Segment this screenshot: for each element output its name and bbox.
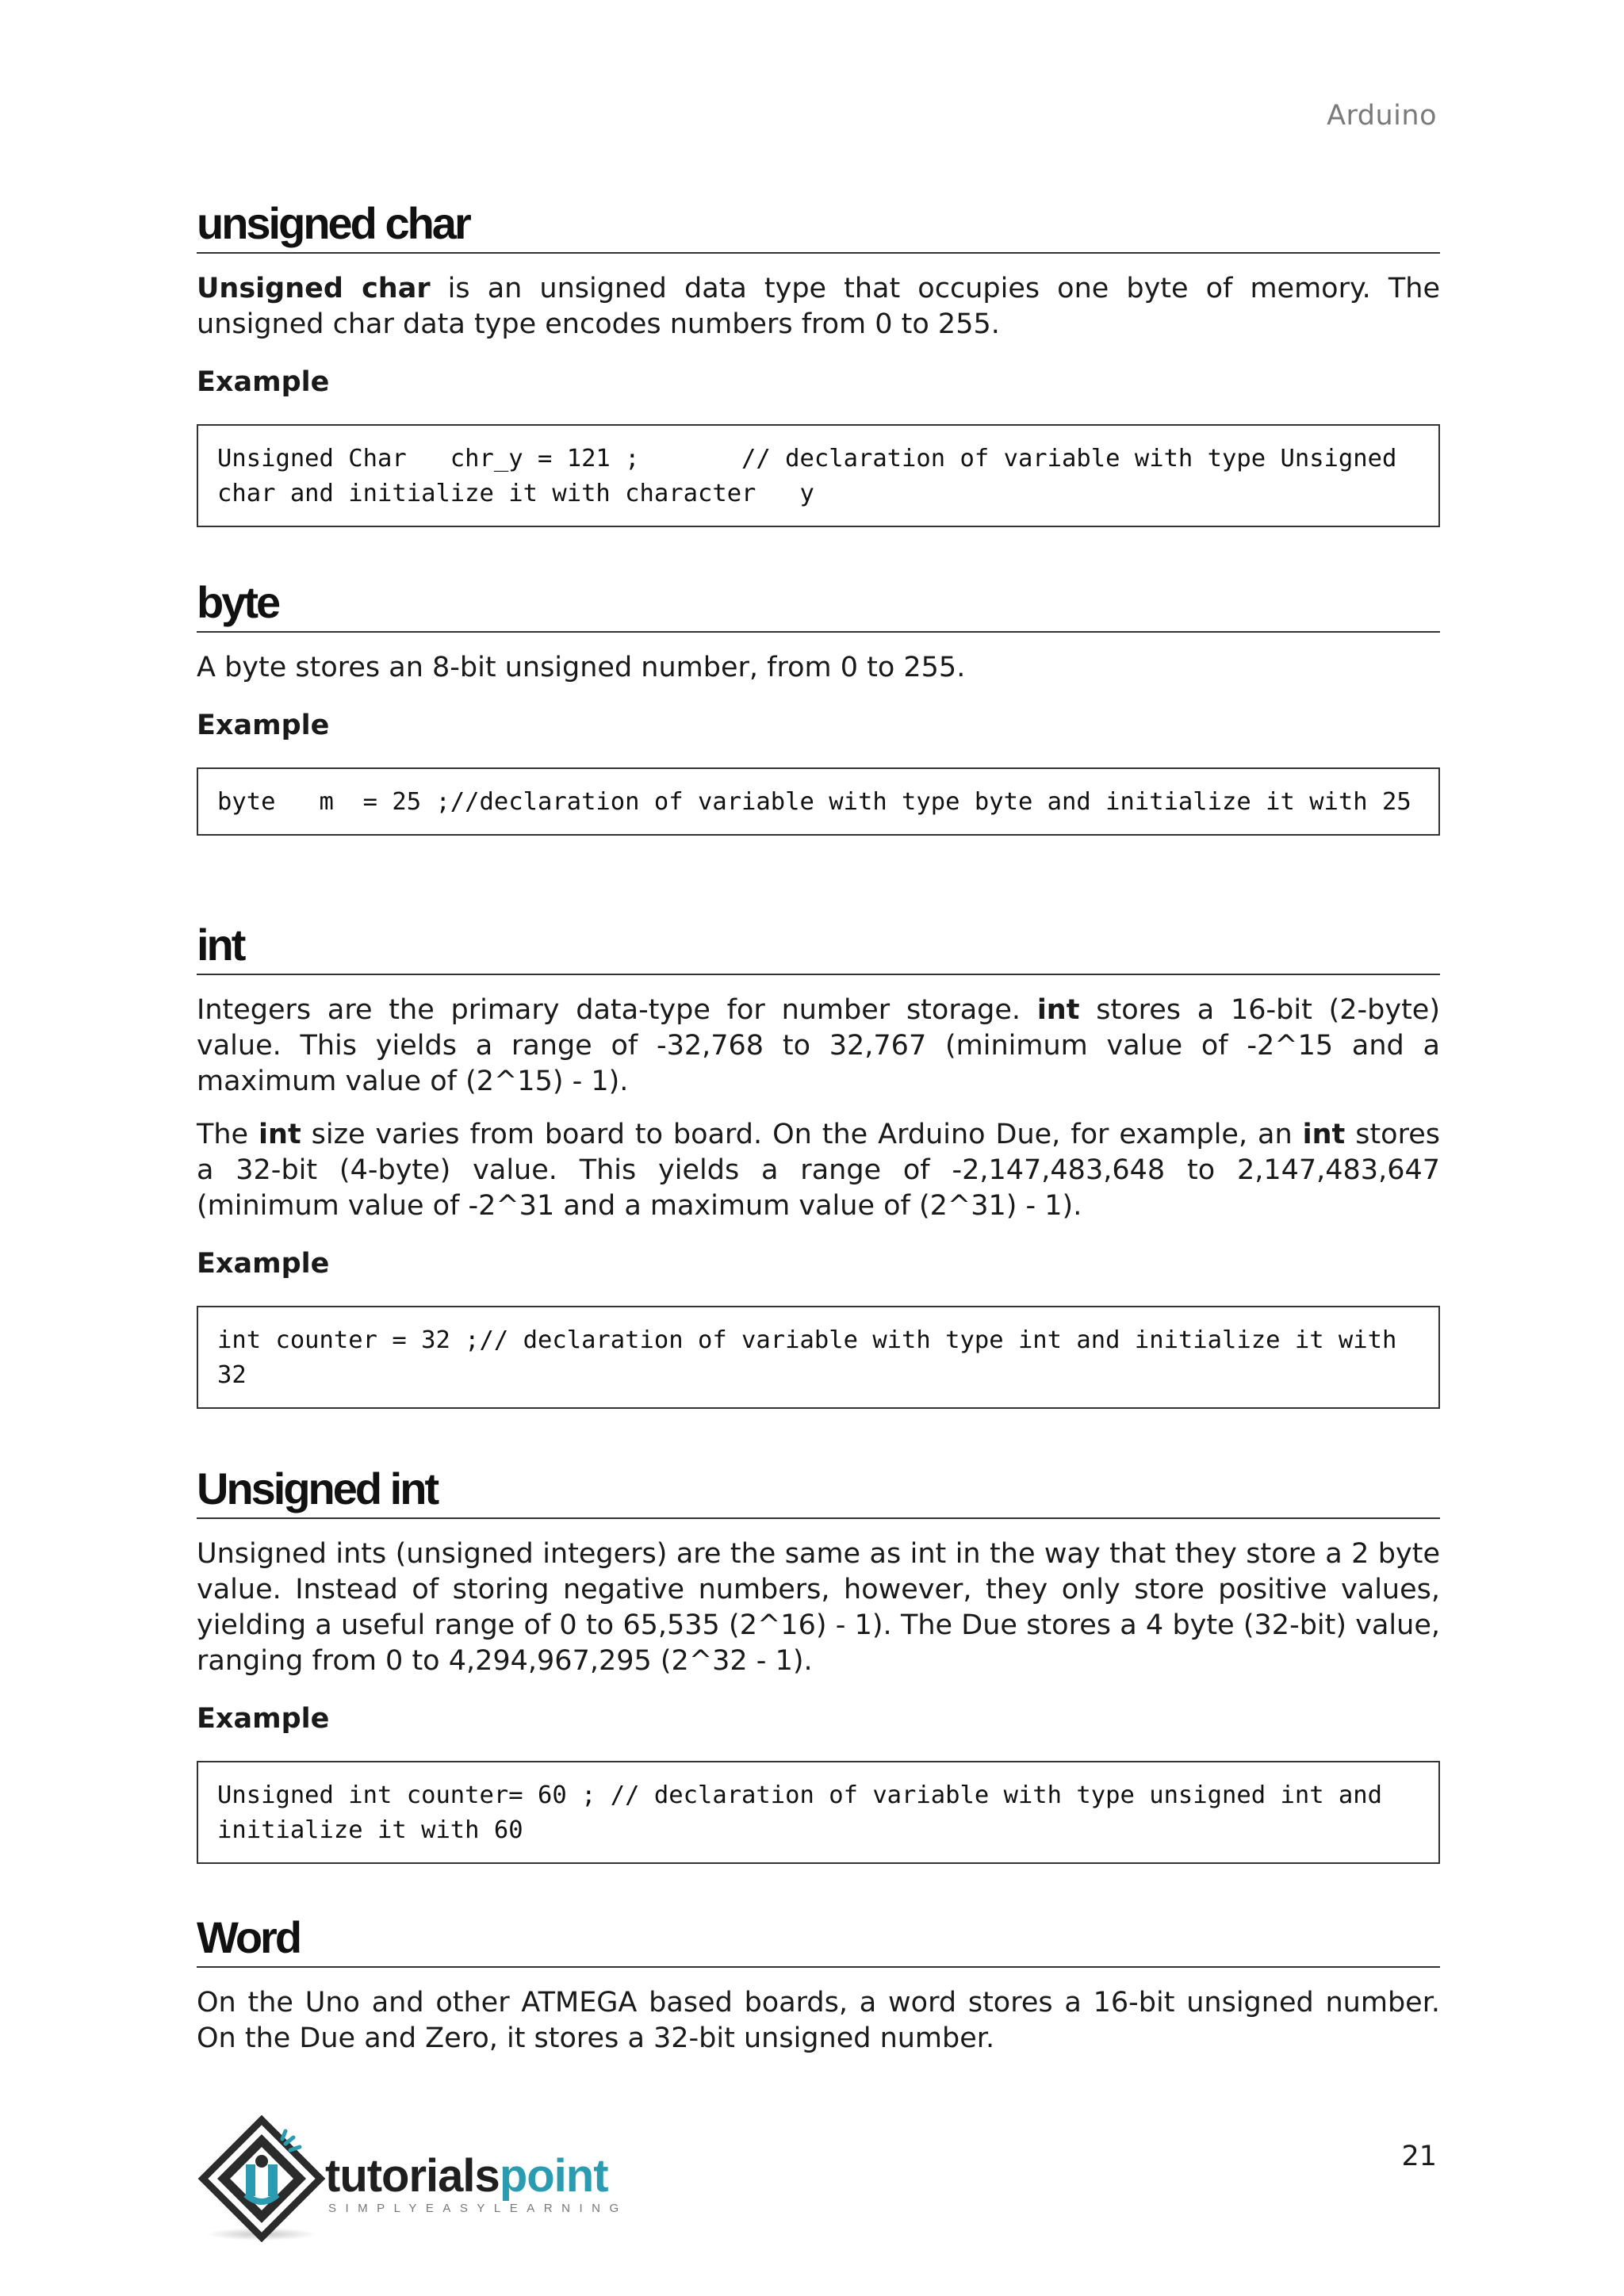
bold-term: Unsigned char [197,273,431,304]
section-word [197,1912,1440,2057]
bold-term: int [1302,1119,1346,1150]
section-unsigned-int [197,1464,1440,1864]
example-label: Example [197,1703,330,1735]
example-label: Example [197,366,330,398]
paragraph: On the Uno and other ATMEGA based boards, a word stores a 16-bit unsigned number. On the Due and Zero, it stores a 32-bit unsigned number. [197,1987,1440,2054]
paragraph-text: is an unsigned data type that occupies one byte of memory. The unsigned char data type encodes numbers from 0 to 255. [197,273,1440,340]
section-int [197,920,1440,1409]
paragraph: A byte stores an 8-bit unsigned number, from 0 to 255. [197,652,966,683]
section-byte [197,577,1440,836]
code-block: Unsigned int counter= 60 ; // declaration of variable with type unsigned int and initialize it with 60 [197,1761,1440,1864]
section-heading: int [197,920,1440,975]
paragraph-text: The [197,1119,259,1150]
code-block: Unsigned Char chr_y = 121 ; // declaration of variable with type Unsigned char and initialize it with character y [197,424,1440,527]
code-block: byte m = 25 ;//declaration of variable with type byte and initialize it with 25 [197,767,1440,836]
example-label: Example [197,710,330,741]
paragraph [197,271,1440,342]
section-heading: unsigned char [197,198,1440,254]
paragraph-text: Integers are the primary data-type for number storage. [197,994,1037,1026]
section-heading: Unsigned int [197,1464,1440,1519]
brand-tagline: SIMPLYEASYLEARNING [328,2202,628,2215]
paragraph: Unsigned ints (unsigned integers) are the same as int in the way that they store a 2 byte value. Instead of storing negative numbers, however, they only store positive values, yielding a useful range of 0 to 65,535 (2^16) - 1). The Due stores a 4 byte (32-bit) value, ranging from 0 to 4,294,967,295 (2^32 - 1). [197,1538,1440,1677]
paragraph-text: size varies from board to board. On the Arduino Due, for example, an [301,1119,1303,1150]
example-label: Example [197,1248,330,1280]
section-heading: byte [197,577,1440,633]
running-header: Arduino [1327,100,1437,132]
bold-term: int [1036,994,1080,1026]
brand-name: tutorialspoint [325,2150,608,2202]
page-number: 21 [1401,2141,1437,2172]
paragraph [197,993,1440,1100]
tutorialspoint-logo [197,2115,641,2242]
paragraph-text: stores a 32-bit (4-byte) value. This yields a range of -2,147,483,648 to 2,147,483,647 (minimum value of -2^31 and a maximum value of (2^31) - 1). [197,1119,1440,1222]
bold-term: int [259,1119,301,1150]
paragraph-text: stores a 16-bit (2-byte) value. This yields a range of -32,768 to 32,767 (minimum value of -2^15 and a maximum value of (2^15) - 1). [197,994,1440,1097]
code-block: int counter = 32 ;// declaration of variable with type int and initialize it with 32 [197,1306,1440,1409]
section-unsigned-char [197,198,1440,527]
logo-mark-icon [197,2115,641,2242]
section-heading: Word [197,1912,1440,1968]
paragraph [197,1117,1440,1224]
